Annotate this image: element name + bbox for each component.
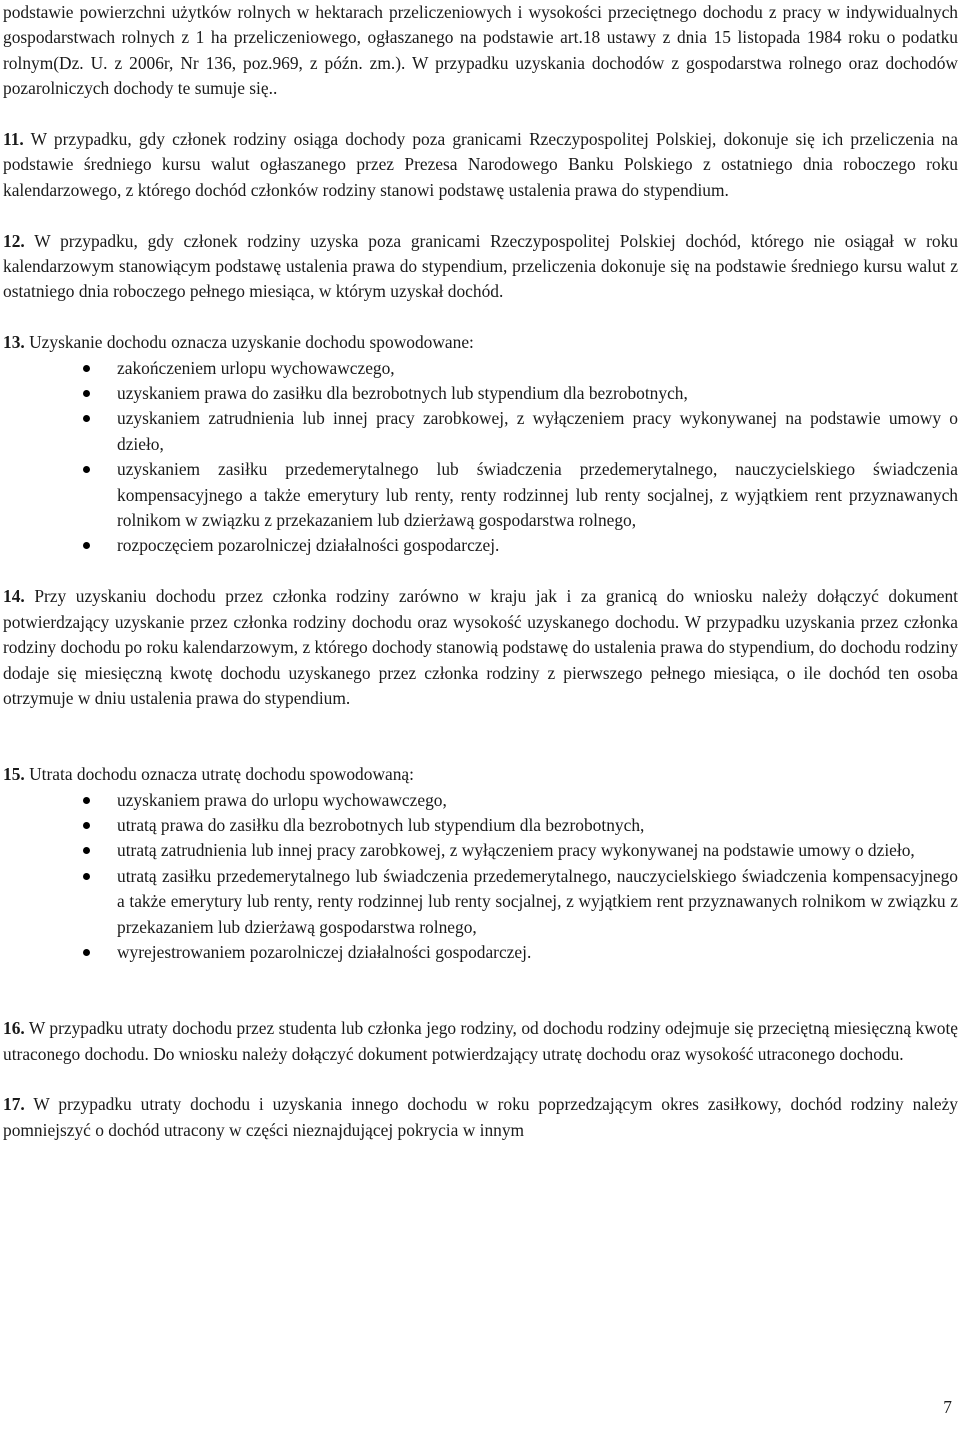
section-number: 16. [3, 1018, 25, 1039]
list-item: uzyskaniem prawa do zasiłku dla bezrobotnych lub stypendium dla bezrobotnych, [3, 381, 958, 406]
section-text: W przypadku utraty dochodu i uzyskania innego dochodu w roku poprzedzającym okres zasiłkowy, dochód rodziny należy pomniejszyć o dochód utracony w części nieznajdującej pokrycia w innym [3, 1094, 958, 1140]
section-number: 12. [3, 230, 25, 251]
section-number: 14. [3, 586, 25, 607]
spacer [3, 965, 958, 1016]
section-11 [3, 127, 958, 203]
spacer [3, 711, 958, 762]
section-text: W przypadku, gdy członek rodziny uzyska poza granicami Rzeczypospolitej Polskiej dochód, którego nie osiągał w roku kalendarzowym stanowiącym podstawę ustalenia prawa do stypendium, przeliczenia dokonuje się na podstawie średniego kursu walut z ostatniego dnia roboczego pełnego miesiąca, w którym uzyskał dochód. [3, 230, 958, 302]
spacer [3, 559, 958, 584]
section-text: Utrata dochodu oznacza utratę dochodu spowodowaną: [24, 764, 414, 785]
section-text: Przy uzyskaniu dochodu przez członka rodziny zarówno w kraju jak i za granicą do wniosku należy dołączyć dokument potwierdzający uzyskanie przez członka rodziny dochodu oraz wysokość uzyskanego dochodu. W przypadku uzyskania przez członka rodziny dochodu po roku kalendarzowym, z którego dochody stanowią podstawę do ustalenia prawa do stypendium, do dochodu rodziny dodaje się miesięczną kwotę dochodu uzyskanego przez członka rodziny z pierwszego pełnego miesiąca, o ile dochód ten osoba otrzymuje w dniu ustalenia prawa do stypendium. [3, 586, 958, 708]
section-text: Uzyskanie dochodu oznacza uzyskanie dochodu spowodowane: [24, 332, 474, 353]
list-item: uzyskaniem zasiłku przedemerytalnego lub świadczenia przedemerytalnego, nauczycielskiego świadczenia kompensacyjnego a także emerytury lub renty, renty rodzinnej lub renty socjalnej, z wyjątkiem rent przyznawanych rolnikom w związku z przekazaniem lub dzierżawą gospodarstwa rolnego, [3, 457, 958, 533]
section-number: 13. [3, 332, 25, 353]
spacer [3, 102, 958, 127]
section-text: W przypadku, gdy członek rodziny osiąga dochody poza granicami Rzeczypospolitej Polskiej, dokonuje się ich przeliczenia na podstawie średniego kursu walut ogłaszanego przez Prezesa Narodowego Banku Polskiego z ostatniego dnia roboczego roku kalendarzowego, z którego dochód członków rodziny stanowi podstawę ustalenia prawa do stypendium. [3, 129, 958, 200]
spacer [3, 1067, 958, 1092]
list-item: utratą prawa do zasiłku dla bezrobotnych lub stypendium dla bezrobotnych, [3, 813, 958, 838]
spacer [3, 203, 958, 228]
list-item: wyrejestrowaniem pozarolniczej działalności gospodarczej. [3, 940, 958, 965]
section-13-list [3, 356, 958, 559]
spacer [3, 305, 958, 330]
list-item: rozpoczęciem pozarolniczej działalności gospodarczej. [3, 533, 958, 558]
list-item: uzyskaniem prawa do urlopu wychowawczego, [3, 788, 958, 813]
section-13 [3, 330, 958, 355]
section-number: 17. [3, 1094, 25, 1115]
section-number: 15. [3, 764, 25, 785]
section-text: W przypadku utraty dochodu przez studenta lub członka jego rodziny, od dochodu rodziny odejmuje się przeciętną miesięczną kwotę utraconego dochodu. Do wniosku należy dołączyć dokument potwierdzający utratę dochodu oraz wysokość utraconego dochodu. [3, 1018, 958, 1064]
list-item: zakończeniem urlopu wychowawczego, [3, 356, 958, 381]
intro-paragraph: podstawie powierzchni użytków rolnych w hektarach przeliczeniowych i wysokości przeciętnego dochodu z pracy w indywidualnych gospodarstwach rolnych z 1 ha przeliczeniowego, ogłaszanego na podstawie art.18 ustawy z dnia 15 listopada 1984 roku o podatku rolnym(Dz. U. z 2006r, Nr 136, poz.969, z późn. zm.). W przypadku uzyskania dochodów z gospodarstwa rolnego oraz dochodów pozarolniczych dochody te sumuje się.. [3, 2, 958, 99]
section-15-list [3, 788, 958, 966]
document-page [3, 0, 958, 1143]
section-number: 11. [3, 129, 24, 150]
list-item: uzyskaniem zatrudnienia lub innej pracy zarobkowej, z wyłączeniem pracy wykonywanej na podstawie umowy o dzieło, [3, 406, 958, 457]
list-item: utratą zasiłku przedemerytalnego lub świadczenia przedemerytalnego, nauczycielskiego świadczenia kompensacyjnego a także emerytury lub renty, renty rodzinnej lub renty socjalnej, z wyjątkiem rent przyznawanych rolnikom w związku z przekazaniem lub dzierżawą gospodarstwa rolnego, [3, 864, 958, 940]
page-number: 7 [943, 1397, 952, 1417]
section-17 [3, 1092, 958, 1143]
section-12 [3, 229, 958, 305]
section-16 [3, 1016, 958, 1067]
section-14 [3, 584, 958, 711]
list-item: utratą zatrudnienia lub innej pracy zarobkowej, z wyłączeniem pracy wykonywanej na podstawie umowy o dzieło, [3, 838, 958, 863]
section-15 [3, 762, 958, 787]
